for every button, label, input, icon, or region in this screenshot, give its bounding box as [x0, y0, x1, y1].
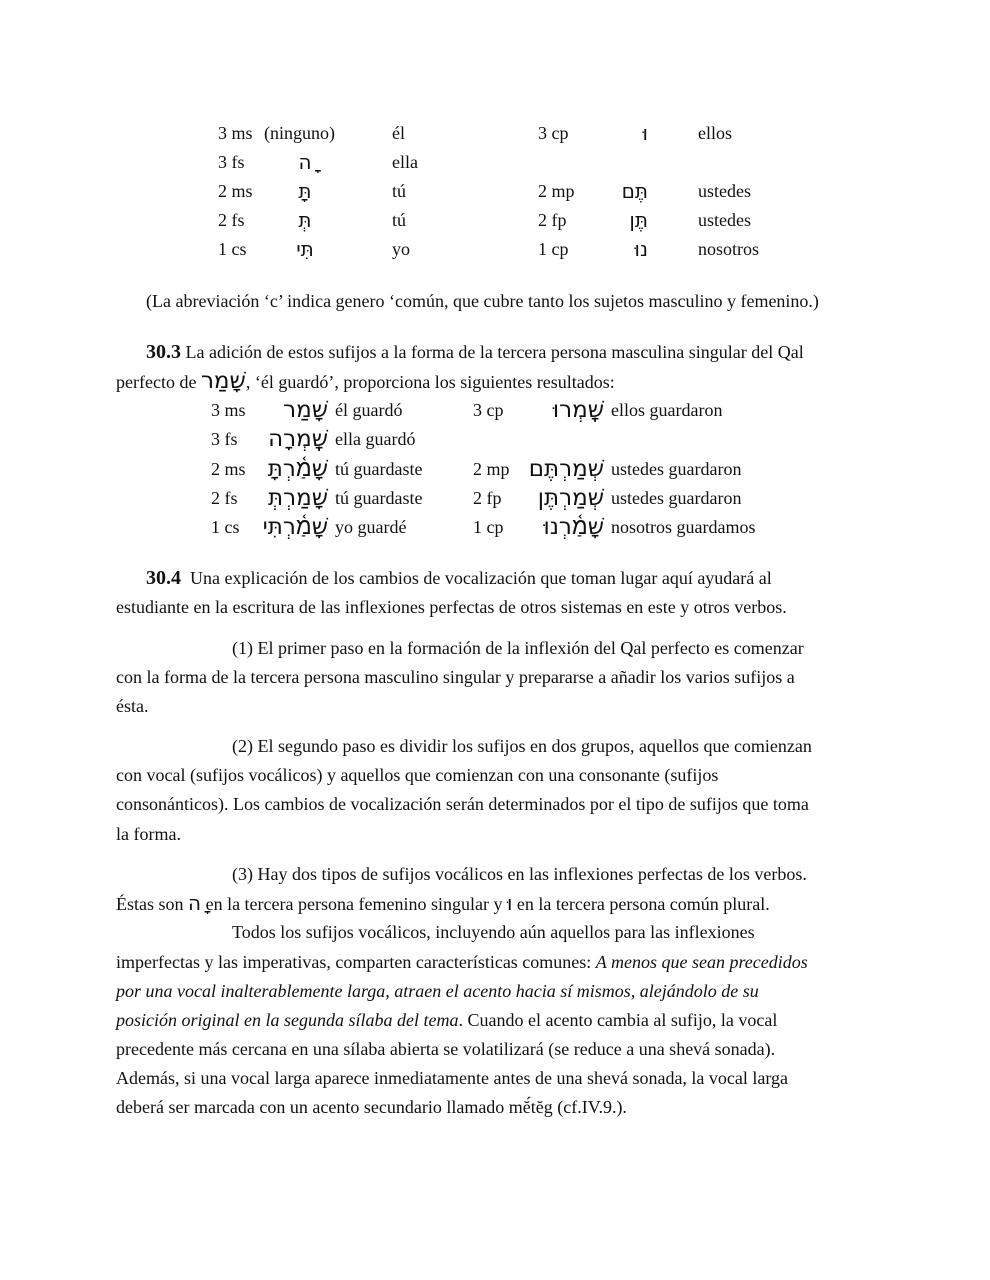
paragraph-text: A menos que sean precedidos [595, 952, 808, 972]
paragraph-line [116, 665, 795, 689]
suffix-form: תִּי [296, 237, 314, 261]
paragraph-line [232, 734, 812, 758]
paragraph-text: precedente más cercana en una sílaba abierta se volatilizará (se reduce a una shevá sonada). [116, 1039, 776, 1059]
paragraph-text: en la tercera persona femenino singular y [201, 894, 507, 914]
paragraph-text: consonánticos). Los cambios de vocalización serán determinados por el tipo de sufijos que toma [116, 794, 809, 814]
suffix-form: וּ [642, 121, 648, 145]
paragraph-text: Éstas son [116, 894, 188, 914]
paragraph-line [146, 566, 772, 590]
paragraph-text: , ‘él guardó’, proporciona los siguientes resultados: [245, 372, 615, 392]
section-30-3-line1 [146, 340, 804, 364]
pronoun-gloss: tú [392, 181, 407, 201]
hebrew-suffix: וּ [506, 891, 513, 915]
person-label: 2 ms [211, 459, 246, 479]
suffix-form: נוּ [634, 237, 648, 261]
hebrew-form: שָׁמַ֫רְנוּ [543, 514, 604, 540]
hebrew-suffix: ָה [188, 891, 202, 915]
paragraph-line [116, 1037, 775, 1061]
person-label: 3 cp [473, 400, 504, 420]
abbreviation-note: (La abreviación ‘c’ indica genero ‘común, que cubre tanto los sujetos masculino y femenino.) [146, 291, 819, 311]
paragraph-text: con la forma de la tercera persona masculino singular y prepararse a añadir los varios sufijos a [116, 667, 795, 687]
person-label: 1 cp [473, 517, 504, 537]
paragraph-text: con vocal (sufijos vocálicos) y aquellos que comienzan con una consonante (sufijos [116, 765, 719, 785]
person-label: 1 cp [538, 239, 569, 259]
translation: ellos guardaron [611, 400, 723, 420]
pronoun-gloss: nosotros [698, 239, 760, 259]
hebrew-form: שָׁמַ֫רְתָּ [267, 456, 328, 482]
paragraph-text: ésta. [116, 696, 149, 716]
person-label: 2 fp [538, 210, 567, 230]
person-label: 2 fp [473, 488, 502, 508]
person-label: 1 cs [218, 239, 247, 259]
section-number: 30.4 [146, 567, 181, 589]
paragraph-text: Una explicación de los cambios de vocalización que toman lugar aquí ayudará al [181, 568, 772, 588]
person-label: 3 fs [211, 429, 238, 449]
pronoun-gloss: ellos [698, 123, 732, 143]
paragraph-text: . Cuando el acento cambia al sufijo, la vocal [458, 1010, 778, 1030]
hebrew-form: שָׁמַרְתְּ [267, 485, 328, 511]
paragraph-text: (1) El primer paso en la formación de la inflexión del Qal perfecto es comenzar [232, 638, 804, 658]
section-number: 30.3 [146, 341, 181, 363]
paragraph-line [116, 979, 759, 1003]
pronoun-gloss: él [392, 123, 405, 143]
paragraph-text: Todos los sufijos vocálicos, incluyendo aún aquellos para las inflexiones [232, 922, 755, 942]
paragraph-line [116, 694, 148, 718]
person-label: 3 cp [538, 123, 569, 143]
hebrew-word: שָׁמַר [200, 368, 246, 394]
paragraph-line [116, 1008, 777, 1032]
paragraph-line [116, 792, 809, 816]
hebrew-form: שָֽׁמְרָה [268, 426, 328, 452]
paragraph-line [116, 595, 787, 619]
pronoun-gloss: ella [392, 152, 418, 172]
hebrew-form: שָׁמַר [283, 397, 328, 423]
paragraph-line [116, 763, 718, 787]
paragraph-line [232, 636, 804, 660]
translation: ella guardó [335, 429, 416, 449]
translation: nosotros guardamos [611, 517, 756, 537]
person-label: 3 ms [218, 123, 253, 143]
person-label: 3 ms [211, 400, 246, 420]
paragraph-text: la forma. [116, 824, 181, 844]
pronoun-gloss: tú [392, 210, 407, 230]
person-label: 2 fs [211, 488, 238, 508]
paragraph-text: deberá ser marcada con un acento secundario llamado mĕ́tĕg (cf.IV.9.). [116, 1097, 627, 1117]
paragraph-line [232, 862, 807, 886]
translation: ustedes guardaron [611, 459, 742, 479]
paragraph-line [116, 1095, 627, 1119]
paragraph-line [116, 950, 808, 974]
paragraph-text: imperfectas y las imperativas, comparten características comunes: [116, 952, 596, 972]
person-label: 1 cs [211, 517, 240, 537]
hebrew-form: שְׁמַרְתֶּן [537, 485, 604, 511]
translation: él guardó [335, 400, 403, 420]
person-label: 2 fs [218, 210, 245, 230]
suffix-form: תְּ [298, 208, 312, 232]
hebrew-form: שְׁמַרְתֶּם [528, 456, 604, 482]
suffix-form: תֶּם [621, 179, 648, 203]
translation: tú guardaste [335, 459, 423, 479]
pronoun-gloss: ustedes [698, 181, 751, 201]
paragraph-text: (3) Hay dos tipos de sufijos vocálicos en las inflexiones perfectas de los verbos. [232, 864, 807, 884]
suffix-form: ָה [298, 150, 312, 174]
translation: ustedes guardaron [611, 488, 742, 508]
paragraph-text: (2) El segundo paso es dividir los sufijos en dos grupos, aquellos que comienzan [232, 736, 812, 756]
paragraph-text: en la tercera persona común plural. [512, 894, 770, 914]
translation: tú guardaste [335, 488, 423, 508]
person-label: 2 mp [538, 181, 575, 201]
suffix-form: תֶּן [629, 208, 648, 232]
paragraph-text: perfecto de [116, 372, 201, 392]
suffix-form: (ninguno) [264, 123, 335, 143]
paragraph-line [232, 920, 755, 944]
paragraph-line [116, 1066, 788, 1090]
paragraph-text: por una vocal inalterablemente larga, atraen el acento hacia sí mismos, alejándolo de su [116, 981, 759, 1001]
hebrew-form: שָׁמַ֫רְתִּי [262, 514, 328, 540]
paragraph-line [116, 891, 770, 915]
suffix-form: תָּ [298, 179, 312, 203]
pronoun-gloss: yo [392, 239, 410, 259]
person-label: 3 fs [218, 152, 245, 172]
paragraph-text: estudiante en la escritura de las inflexiones perfectas de otros sistemas en este y otros verbos. [116, 597, 787, 617]
section-30-3-line2 [116, 369, 615, 393]
person-label: 2 ms [218, 181, 253, 201]
person-label: 2 mp [473, 459, 510, 479]
paragraph-text: La adición de estos sufijos a la forma de la tercera persona masculina singular del Qal [181, 342, 804, 362]
pronoun-gloss: ustedes [698, 210, 751, 230]
paragraph-text: posición original en la segunda sílaba del tema [116, 1010, 459, 1030]
hebrew-form: שָֽׁמְרוּ [552, 397, 604, 423]
paragraph-text: Además, si una vocal larga aparece inmediatamente antes de una shevá sonada, la vocal larga [116, 1068, 789, 1088]
translation: yo guardé [335, 517, 407, 537]
paragraph-line [116, 822, 181, 846]
